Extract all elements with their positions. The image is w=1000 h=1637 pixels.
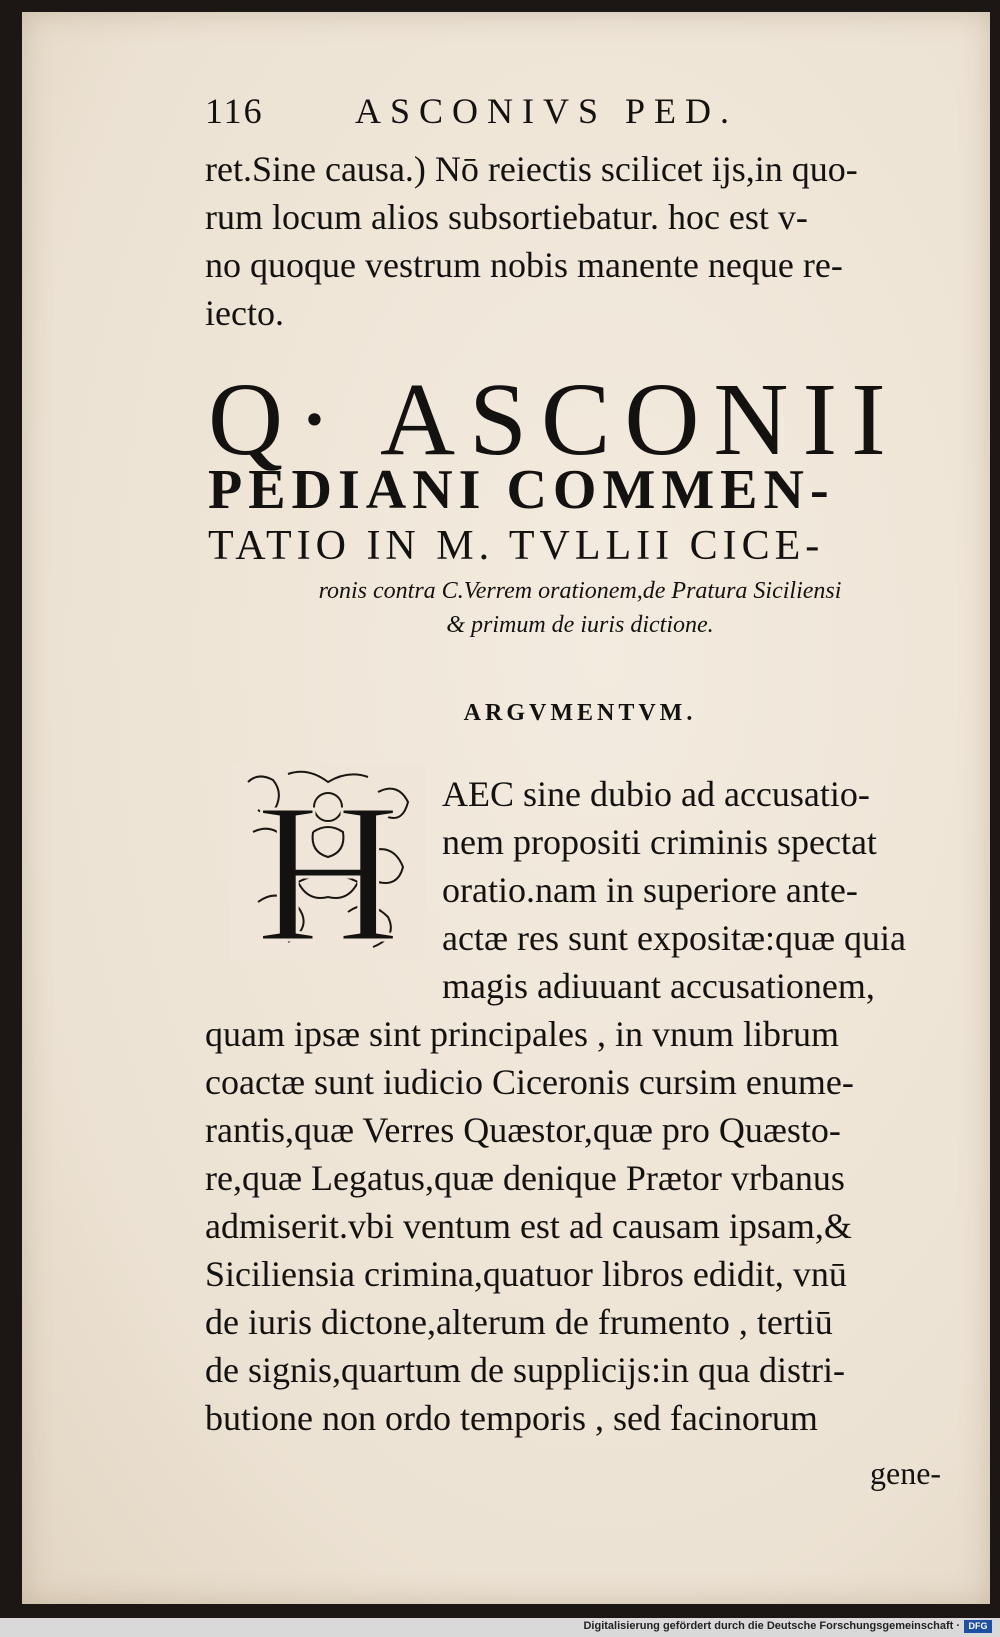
- text-line: re,quæ Legatus,quæ denique Prætor vrbanus: [205, 1158, 845, 1198]
- dfg-logo-icon: DFG: [964, 1620, 992, 1633]
- text-line: rum locum alios subsortiebatur. hoc est v-: [205, 197, 808, 237]
- text-line: nem propositi criminis spectat: [442, 822, 877, 862]
- text-line: Siciliensia crimina,quatuor libros edidit, vnū: [205, 1254, 847, 1294]
- page-number: 116: [205, 91, 264, 131]
- text-line: AEC sine dubio ad accusatio-: [442, 774, 870, 814]
- text-line: oratio.nam in superiore ante-: [442, 870, 858, 910]
- title-line-5: & primum de iuris dictione.: [446, 612, 714, 638]
- running-head: [205, 90, 965, 132]
- title-line-4: ronis contra C.Verrem orationem,de Pratura Siciliensi: [318, 578, 842, 604]
- initial-glyph: H: [255, 763, 401, 962]
- funding-note: Digitalisierung gefördert durch die Deutsche Forschungsgemeinschaft ·: [583, 1620, 960, 1632]
- continuation-paragraph: [205, 145, 945, 337]
- title-line-1: Q· ASCONII: [208, 362, 900, 477]
- text-line: coactæ sunt iudicio Ciceronis cursim enume-: [205, 1062, 854, 1102]
- body-paragraph: [205, 1010, 945, 1442]
- text-line: de signis,quartum de supplicijs:in qua distri-: [205, 1350, 845, 1390]
- title-line-3: TATIO IN M. TVLLII CICE-: [208, 523, 825, 569]
- title-line-2: PEDIANI COMMEN-: [208, 459, 835, 521]
- initial-paragraph: [442, 770, 952, 1010]
- text-line: admiserit.vbi ventum est ad causam ipsam,&: [205, 1206, 852, 1246]
- text-line: rantis,quæ Verres Quæstor,quæ pro Quæsto-: [205, 1110, 841, 1150]
- text-line: magis adiuuant accusationem,: [442, 966, 875, 1006]
- text-line: ret.Sine causa.) Nō reiectis scilicet ijs,in quo-: [205, 149, 858, 189]
- text-line: butione non ordo temporis , sed facinorum: [205, 1398, 818, 1438]
- text-line: de iuris dictone,alterum de frumento , tertiū: [205, 1302, 833, 1342]
- text-line: quam ipsæ sint principales , in vnum librum: [205, 1014, 839, 1054]
- text-line: iecto.: [205, 293, 284, 333]
- decorated-initial-letter: [228, 762, 428, 962]
- section-heading: ARGVMENTVM.: [463, 700, 697, 726]
- running-title: ASCONIVS PED.: [355, 91, 739, 131]
- catchword: gene-: [870, 1455, 942, 1491]
- text-line: no quoque vestrum nobis manente neque re-: [205, 245, 843, 285]
- woodcut-initial-icon: [228, 762, 428, 962]
- text-line: actæ res sunt expositæ:quæ quia: [442, 918, 906, 958]
